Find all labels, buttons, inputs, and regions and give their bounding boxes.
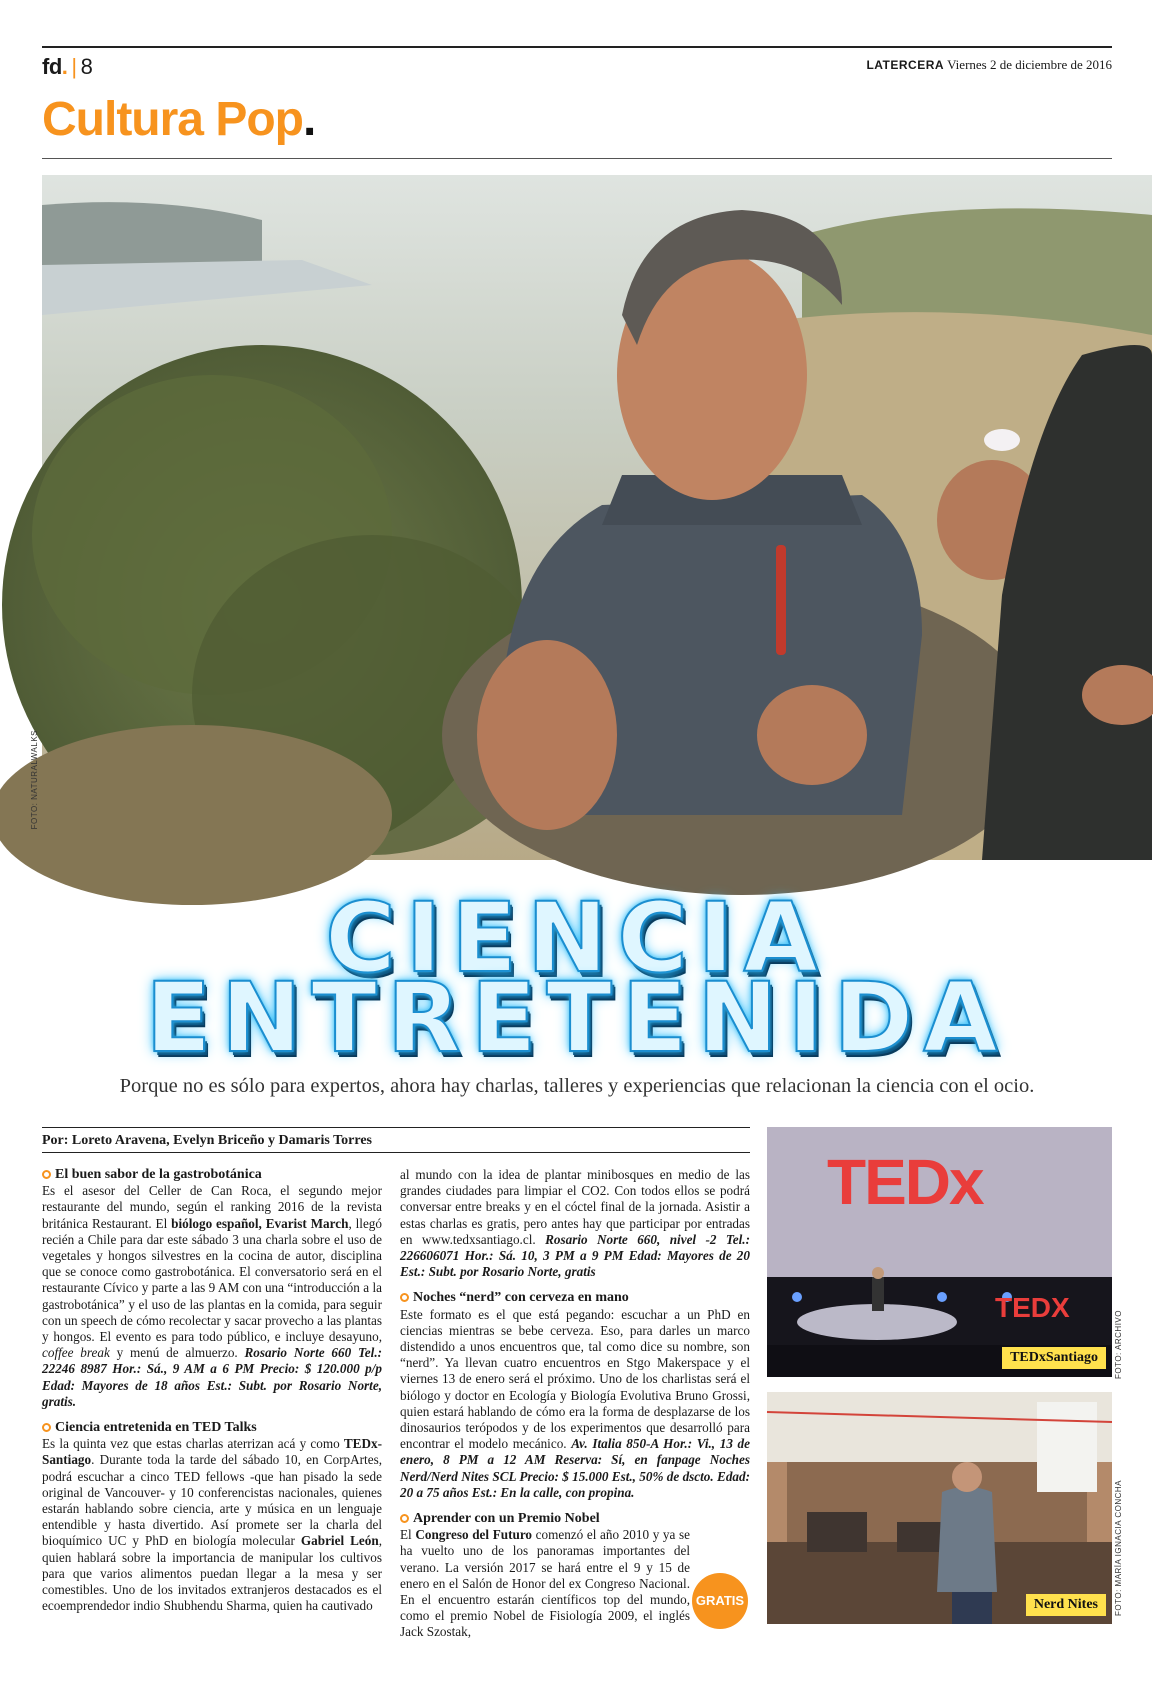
ted-photo [767, 1127, 1112, 1377]
ted-photo-credit: FOTO: ARCHIVO [1114, 1310, 1123, 1380]
section-title [42, 92, 315, 147]
folio [42, 54, 92, 80]
nerd-photo-tag: Nerd Nites [1026, 1594, 1106, 1616]
ted-photo-tag: TEDxSantiago [1002, 1347, 1106, 1369]
brand-logo: fd [42, 54, 62, 79]
gastro-info: Rosario Norte 660 Tel.: 22246 8987 Hor.: Sá., 9 AM a 6 PM Precio: $ 120.000 p/p Edad: Mayores de 18 años Est.: Subt. por Rosario Norte, gratis. [42, 1345, 383, 1409]
bullet-icon [400, 1514, 409, 1523]
main-photo [42, 175, 1152, 860]
article-ted-info [400, 1167, 750, 1280]
article-nerd-body [400, 1307, 750, 1501]
headline-line-2: ENTRETENIDA [145, 962, 1008, 1074]
bullet-icon [42, 1170, 51, 1179]
gastro-italic-1: coffee break [42, 1345, 110, 1361]
nerd-text-1: Este formato es el que está pegando: escuchar a un PhD en ciencias mientras se bebe cerveza. Eso, para darles un marco distendido a unos encuentros que, tal como dice su nombre, son “nerd”. Ya llevan cuatro encuentros en Stgo Makerspace y el viernes 13 de enero será el próximo. Uno de los charlistas será el biólogo y doctor en Ecología y Biología Evolutiva Bruno Grossi, quien estará hablando de cómo era la forma de desplazarse de los dinosaurios terópodos y de los experimentos que desarrolló para encontrar el modelo mecánico. [400, 1306, 750, 1452]
nobel-text-2: comenzó el año 2010 y ya se ha vuelto uno de los panoramas importantes del verano. La versión 2017 se hará entre el 9 y 15 de enero en el Salón de Honor del ex Congreso Nacional. En el encuentro estarán científicos top del mundo, como el premio Nobel de Fisiología 2009, el inglés Jack Szostak, [400, 1527, 690, 1640]
byline: Por: Loreto Aravena, Evelyn Briceño y Damaris Torres [42, 1127, 750, 1149]
ted-screen-logo: TEDx [827, 1146, 983, 1218]
column-1 [42, 1167, 382, 1627]
main-photo-illustration [42, 175, 1152, 860]
brand-dot: . [61, 54, 68, 79]
ted-text-3: , quien hablará sobre la importancia de manipular los cultivos para que varios alimentos puedan llegar a la mesa y ser comestibles. Uno de los invitados extranjeros destacados es el ecoemprendedor indio Shubhendu Sharma, quien ha cautivado [42, 1533, 382, 1614]
top-rule [42, 46, 1112, 48]
article-gastro-title-text: El buen sabor de la gastrobotánica [55, 1167, 262, 1182]
issue-date: Viernes 2 de diciembre de 2016 [947, 57, 1112, 72]
section-rule [42, 158, 1112, 159]
gastro-text-3: y menú de almuerzo. [109, 1345, 245, 1361]
page-number: 8 [80, 54, 93, 79]
nobel-bold-1: Congreso del Futuro [415, 1527, 533, 1543]
gratis-badge: GRATIS [692, 1573, 748, 1629]
ted-bold-1: TEDx-Santiago [42, 1436, 382, 1468]
nerd-photo-credit: FOTO: MARÍA IGNACIA CONCHA [1114, 1480, 1123, 1616]
dateline [866, 57, 1112, 73]
article-nobel-title [400, 1511, 750, 1527]
byline-rule [42, 1152, 750, 1153]
section-period: . [303, 93, 316, 146]
article-gastro-body [42, 1183, 382, 1410]
headline-line-1: CIENCIA [325, 882, 828, 994]
article-gastro-title [42, 1167, 382, 1183]
article-ted-continued: al mundo con la idea de plantar minibosques en medio de las grandes ciudades para limpiar el CO2. Con todos ellos se podrá conversar entre breaks y en el cóctel final de la jornada. Asistir a estas charlas es gratis, pero antes hay que participar por entradas en www.tedxsantiago.cl. [400, 1167, 750, 1247]
article-nerd-title [400, 1290, 750, 1306]
column-2 [400, 1167, 750, 1640]
folio-divider: | [71, 54, 77, 79]
bullet-icon [42, 1423, 51, 1432]
ted-bold-2: Gabriel León [300, 1533, 379, 1549]
article-ted-title-text: Ciencia entretenida en TED Talks [55, 1420, 257, 1436]
nerd-photo [767, 1392, 1112, 1624]
main-photo-credit: FOTO: NATURALWALKS [30, 730, 39, 830]
nerd-photo-illustration [767, 1392, 1112, 1624]
ted-text-1: Es la quinta vez que estas charlas aterrizan acá y como [42, 1436, 344, 1452]
article-nobel-title-text: Aprender con un Premio Nobel [413, 1511, 600, 1527]
ted-stage-logo: TEDX [995, 1292, 1070, 1323]
bullet-icon [400, 1293, 409, 1302]
gastro-bold-1: biólogo español, Evarist March [171, 1215, 349, 1231]
article-nerd-title-text: Noches “nerd” con cerveza en mano [413, 1290, 629, 1306]
gastro-text-2: , llegó recién a Chile para dar este sábado 3 una charla sobre el uso de vegetales y hongos silvestres en la cocina de autor, disciplina que se conoce como gastrobotánica. El conversatorio será en el restaurante Cívico y parte a las 9 AM con una “introducción a la gastrobotánica” y el uso de las plantas en la comida, para seguir con un speech de cómo recolectar y sacar provecho a las plantas y hongos. El evento es para todo público, e incluye desayuno, [42, 1215, 382, 1345]
nobel-text-1: El [400, 1527, 416, 1543]
nerd-info: Av. Italia 850-A Hor.: Vi., 13 de enero, 8 PM a 12 AM Reserva: Sí, en fanpage Noches Nerd/Nerd Nites SCL Precio: $ 15.000 Est., 50% de dscto. Edad: 20 a 75 años Est.: En la calle, con propina. [400, 1436, 750, 1500]
newspaper-name: LATERCERA [866, 58, 945, 72]
ted-text-2: . Durante toda la tarde del sábado 10, en CorpArtes, podrá escuchar a cinco TED fellows -que han pisado la sede original de Vancouver- y 10 conferencistas nacionales, quienes estarán hablando sobre ciencia, arte y música en un lenguaje entendible y hasta divertido. Así promete ser la charla del bioquímico UC y PhD en biología molecular [42, 1452, 382, 1549]
section-label: Cultura Pop [42, 93, 303, 146]
article-ted-body [42, 1436, 382, 1614]
article-ted-title [42, 1420, 382, 1436]
dek: Porque no es sólo para expertos, ahora hay charlas, talleres y experiencias que relacionan la ciencia con el ocio. [119, 1075, 1035, 1097]
ted-info: Rosario Norte 660, nivel -2 Tel.: 226606071 Hor.: Sá. 10, 3 PM a 9 PM Edad: Mayores de 20 Est.: Subt. por Rosario Norte, gratis [400, 1231, 750, 1280]
gastro-text-1: Es el asesor del Celler de Can Roca, el segundo mejor restaurante del mundo, según el ranking 2016 de la revista británica Restaurant. El [42, 1183, 382, 1231]
